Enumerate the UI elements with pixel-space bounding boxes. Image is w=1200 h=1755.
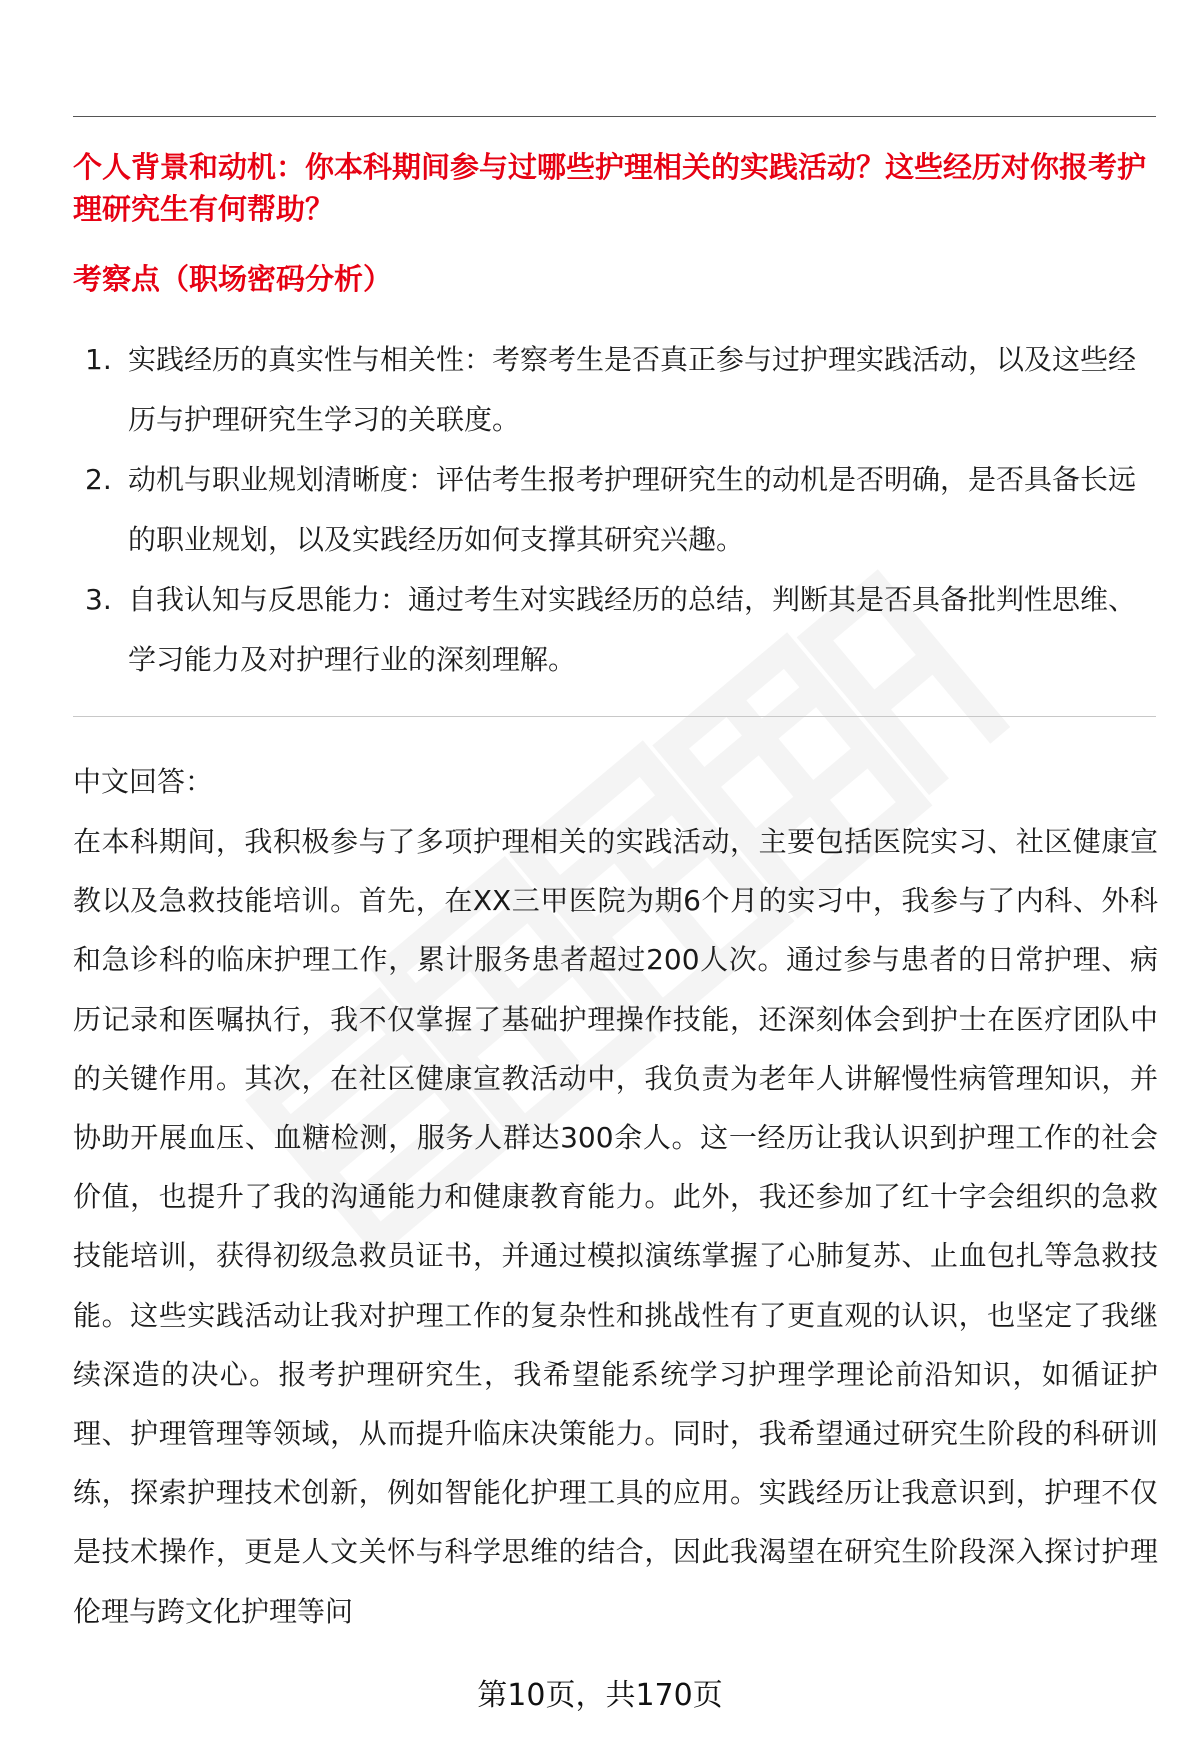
list-item (73, 450, 1158, 570)
list-item (73, 330, 1158, 450)
list-item-number: 2. (85, 463, 112, 496)
question-title: 个人背景和动机：你本科期间参与过哪些护理相关的实践活动？这些经历对你报考护理研究生有何帮助？ (73, 150, 1147, 226)
answer-body: 在本科期间，我积极参与了多项护理相关的实践活动，主要包括医院实习、社区健康宣教以及急救技能培训。首先，在XX三甲医院为期6个月的实习中，我参与了内科、外科和急诊科的临床护理工作，累计服务患者超过200人次。通过参与患者的日常护理、病历记录和医嘱执行，我不仅掌握了基础护理操作技能，还深刻体会到护士在医疗团队中的关键作用。其次，在社区健康宣教活动中，我负责为老年人讲解慢性病管理知识，并协助开展血压、血糖检测，服务人群达300余人。这一经历让我认识到护理工作的社会价值，也提升了我的沟通能力和健康教育能力。此外，我还参加了红十字会组织的急救技能培训，获得初级急救员证书，并通过模拟演练掌握了心肺复苏、止血包扎等急救技能。这些实践活动让我对护理工作的复杂性和挑战性有了更直观的认识，也坚定了我继续深造的决心。报考护理研究生，我希望能系统学习护理学理论前沿知识，如循证护理、护理管理等领域，从而提升临床决策能力。同时，我希望通过研究生阶段的科研训练，探索护理技术创新，例如智能化护理工具的应用。实践经历让我意识到，护理不仅是技术操作，更是人文关怀与科学思维的结合，因此我渴望在研究生阶段深入探讨护理伦理与跨文化护理等问 (73, 825, 1158, 1628)
page-number: 第10页，共170页 (477, 1678, 723, 1713)
section-divider (73, 716, 1156, 717)
list-item-text: 自我认知与反思能力：通过考生对实践经历的总结，判断其是否具备批判性思维、学习能力及对护理行业的深刻理解。 (128, 583, 1137, 676)
answer-heading: 中文回答： (73, 765, 214, 798)
focus-points-list (73, 330, 1158, 690)
list-item-text: 动机与职业规划清晰度：评估考生报考护理研究生的动机是否明确，是否具备长远的职业规划，以及实践经历如何支撑其研究兴趣。 (128, 463, 1137, 556)
list-item-number: 3. (85, 583, 112, 616)
top-divider (73, 116, 1156, 117)
list-item-text: 实践经历的真实性与相关性：考察考生是否真正参与过护理实践活动，以及这些经历与护理研究生学习的关联度。 (128, 343, 1137, 436)
list-item (73, 570, 1158, 690)
focus-heading: 考察点（职场密码分析） (73, 262, 393, 296)
list-item-number: 1. (85, 343, 112, 376)
